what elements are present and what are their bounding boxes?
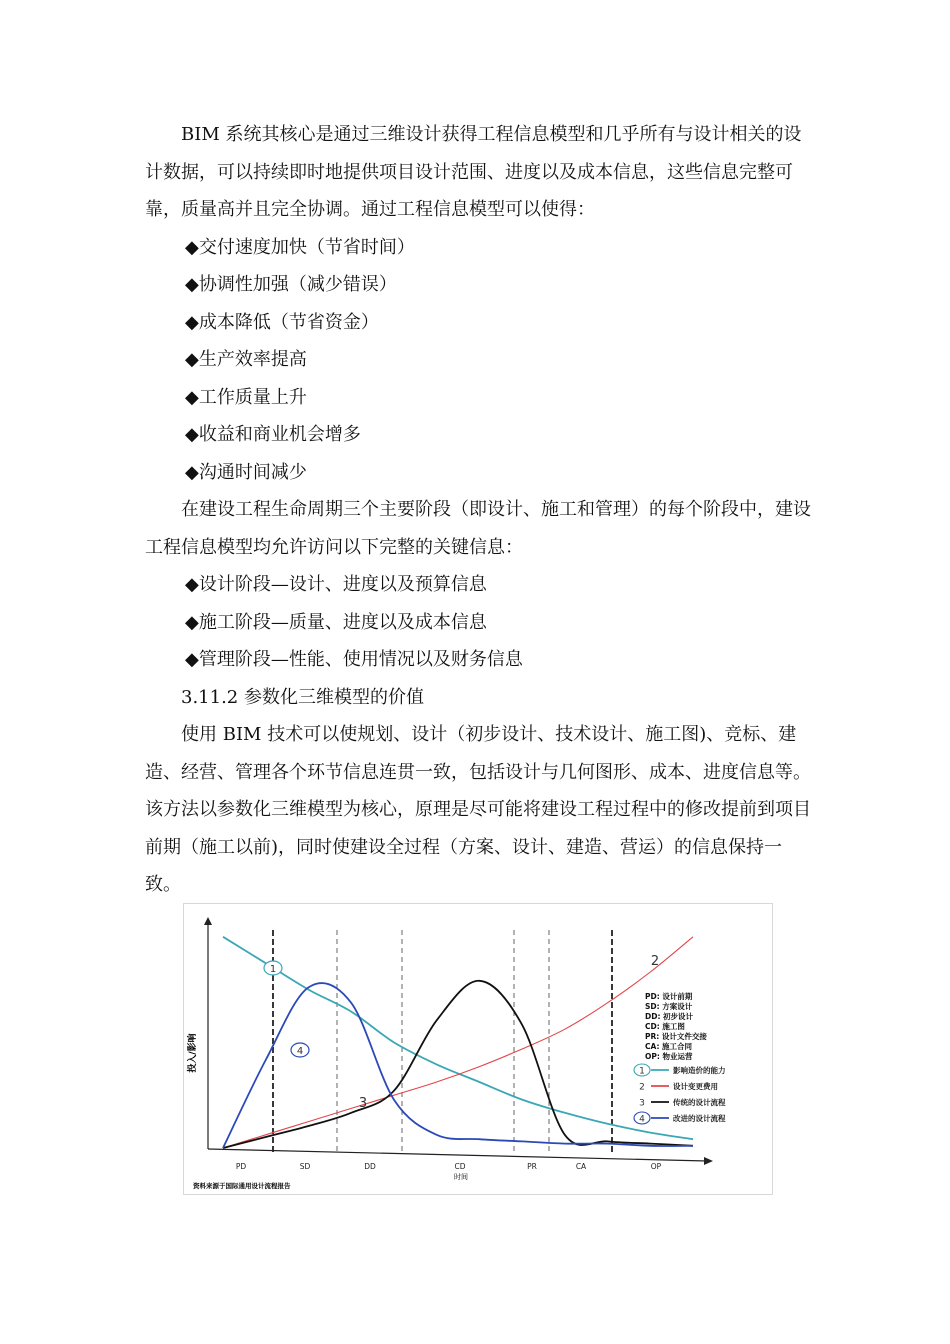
abbr-legend-item: PD: 设计前期 [645,992,693,1001]
phase-label: PD [235,1162,247,1171]
series-marker-3: 3 [358,1096,368,1111]
legend-marker-2: 2 [639,1082,645,1093]
legend-label-2: 设计变更费用 [673,1082,718,1091]
paragraph-2: 在建设工程生命周期三个主要阶段（即设计、施工和管理）的每个阶段中，建设工程信息模型均允许访问以下完整的关键信息： [145,499,811,558]
series-marker-1: 1 [269,964,277,975]
bullet-item: ◆收益和商业机会增多 [185,424,361,445]
paragraph-1: BIM 系统其核心是通过三维设计获得工程信息模型和几乎所有与设计相关的设计数据，可以持续即时地提供项目设计范围、进度以及成本信息，这些信息完整可靠，质量高并且完全协调。通过工程信息模型可以使得： [145,124,802,220]
series-marker-2: 2 [650,954,660,969]
phase-label: CA [575,1162,587,1171]
paragraph-3: 使用 BIM 技术可以使规划、设计（初步设计、技术设计、施工图)、竞标、建造、经营、管理各个环节信息连贯一致，包括设计与几何图形、成本、进度信息等。该方法以参数化三维模型为核心，原理是尽可能将建设工程过程中的修改提前到项目前期（施工以前)，同时使建设全过程（方案、设计、建造、营运）的信息保持一致。 [145,724,811,895]
phase-label: PR [527,1162,537,1171]
bullet-item: ◆设计阶段—设计、进度以及预算信息 [185,574,487,595]
phase-label: CD [454,1162,466,1171]
bullet-item: ◆工作质量上升 [185,386,307,408]
series-marker-4: 4 [296,1046,304,1057]
phase-label: OP [650,1162,662,1171]
abbr-legend-item: SD: 方案设计 [645,1002,693,1011]
abbr-legend-item: CA: 施工合同 [645,1042,693,1051]
bullet-item: ◆生产效率提高 [185,349,307,370]
bullet-item: ◆施工阶段—质量、进度以及成本信息 [185,611,487,633]
abbr-legend-item: CD: 施工图 [645,1022,685,1031]
section-heading: 3.11.2 参数化三维模型的价值 [181,686,424,708]
y-axis-label: 投入/影响 [188,1033,198,1073]
legend-label-4: 改进的设计流程 [673,1114,726,1123]
body-text [145,116,815,904]
legend-label-1: 影响造价的能力 [673,1066,726,1075]
bullet-item: ◆管理阶段—性能、使用情况以及财务信息 [185,649,523,670]
abbr-legend-item: OP: 物业运营 [645,1052,693,1061]
legend-marker-4: 4 [639,1114,645,1125]
bullet-item: ◆成本降低（节省资金） [185,311,379,333]
bullet-item: ◆协调性加强（减少错误） [185,274,397,295]
bullet-item: ◆沟通时间减少 [185,461,307,483]
legend-label-3: 传统的设计流程 [673,1098,726,1107]
source-note: 资料来源于国际通用设计流程报告 [193,1182,291,1190]
phase-label: SD [299,1162,311,1171]
bim-chart [183,903,773,1195]
abbr-legend-item: DD: 初步设计 [645,1012,694,1021]
phase-label: DD [364,1162,376,1171]
legend-marker-3: 3 [639,1098,645,1109]
abbr-legend-item: PR: 设计文件交接 [645,1032,707,1041]
bim-chart-figure [183,903,773,1195]
bullet-item: ◆交付速度加快（节省时间） [185,236,415,258]
x-axis-label: 时间 [454,1173,468,1181]
legend-marker-1: 1 [639,1066,645,1077]
